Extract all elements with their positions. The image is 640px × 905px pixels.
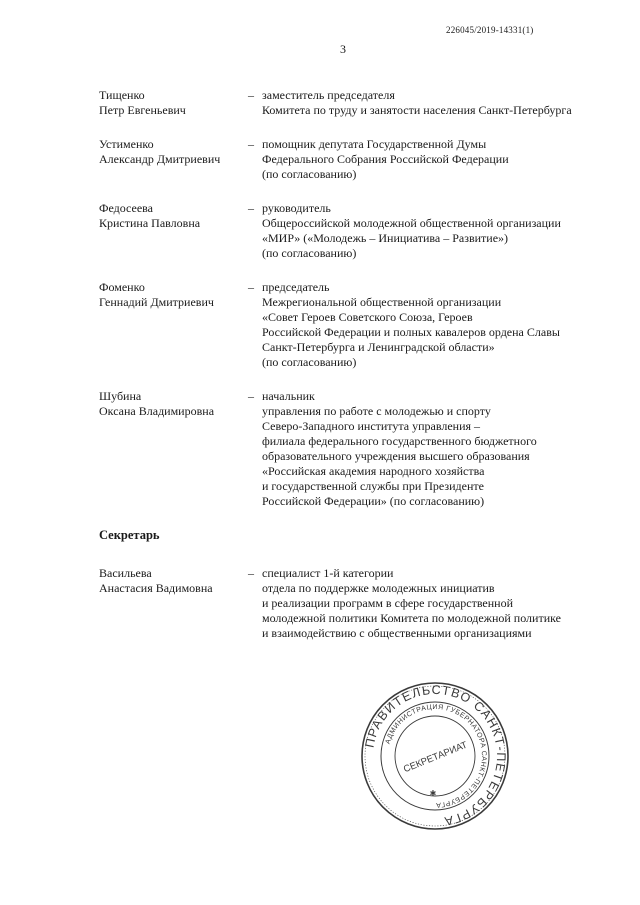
member-role-line: заместитель председателя: [262, 88, 395, 102]
member-role-line: «Совет Героев Советского Союза, Героев: [262, 310, 473, 324]
secretary-role-line: и взаимодействию с общественными организациями: [262, 626, 532, 640]
dash-separator: –: [248, 137, 254, 151]
member-role-line: (по согласованию): [262, 167, 357, 181]
stamp-outer-text: ПРАВИТЕЛЬСТВО САНКТ-ПЕТЕРБУРГА: [362, 682, 509, 829]
member-role-line: председатель: [262, 280, 330, 294]
secretary-role-line: специалист 1-й категории: [262, 566, 394, 580]
member-role-line: филиала федерального государственного бюджетного: [262, 434, 537, 448]
stamp-inner-text: АДМИНИСТРАЦИЯ ГУБЕРНАТОРА САНКТ-ПЕТЕРБУРГА: [384, 703, 488, 809]
secretary-heading: Секретарь: [99, 528, 160, 542]
member-surname: Фоменко: [99, 280, 145, 294]
member-role-line: «Российская академия народного хозяйства: [262, 464, 485, 478]
member-given-name: Оксана Владимировна: [99, 404, 215, 418]
member-role-line: управления по работе с молодежью и спорту: [262, 404, 491, 418]
member-role-line: (по согласованию): [262, 246, 357, 260]
member-surname: Федосеева: [99, 201, 154, 215]
member-role-line: образовательного учреждения высшего образования: [262, 449, 530, 463]
member-given-name: Петр Евгеньевич: [99, 103, 186, 117]
dash-separator: –: [248, 566, 254, 580]
dash-separator: –: [248, 389, 254, 403]
member-given-name: Геннадий Дмитриевич: [99, 295, 214, 309]
member-role-line: «МИР» («Молодежь – Инициатива – Развитие»): [262, 231, 509, 245]
member-given-name: Александр Дмитриевич: [99, 152, 221, 166]
member-role-line: и государственной службы при Президенте: [262, 479, 484, 493]
member-role-line: (по согласованию): [262, 355, 357, 369]
member-role-line: начальник: [262, 389, 315, 403]
member-role-line: Северо-Западного института управления –: [262, 419, 481, 433]
member-role-line: Комитета по труду и занятости населения Санкт-Петербурга: [262, 103, 572, 117]
member-role-line: Санкт-Петербурга и Ленинградской области»: [262, 340, 495, 354]
secretary-role-line: молодежной политики Комитета по молодежной политике: [262, 611, 561, 625]
secretary-surname: Васильева: [99, 566, 152, 580]
document-id: 226045/2019-14331(1): [446, 25, 534, 35]
member-role-line: Российской Федерации» (по согласованию): [262, 494, 485, 508]
member-role-line: Российской Федерации и полных кавалеров ордена Славы: [262, 325, 560, 339]
member-given-name: Кристина Павловна: [99, 216, 201, 230]
dash-separator: –: [248, 280, 254, 294]
page-number: 3: [340, 42, 346, 56]
member-surname: Устименко: [99, 137, 154, 151]
dash-separator: –: [248, 201, 254, 215]
secretary-role-line: и реализации программ в сфере государственной: [262, 596, 514, 610]
dash-separator: –: [248, 88, 254, 102]
stamp-center-text: СЕКРЕТАРИАТ: [402, 739, 470, 776]
official-stamp: [359, 680, 511, 832]
secretary-role-line: отдела по поддержке молодежных инициатив: [262, 581, 495, 595]
member-role-line: Межрегиональной общественной организации: [262, 295, 502, 309]
member-role-line: Общероссийской молодежной общественной организации: [262, 216, 561, 230]
member-role-line: помощник депутата Государственной Думы: [262, 137, 487, 151]
member-surname: Тищенко: [99, 88, 145, 102]
secretary-given-name: Анастасия Вадимовна: [99, 581, 213, 595]
member-surname: Шубина: [99, 389, 142, 403]
member-role-line: руководитель: [262, 201, 331, 215]
member-role-line: Федерального Собрания Российской Федерации: [262, 152, 509, 166]
star-icon: ✱: [429, 789, 437, 798]
